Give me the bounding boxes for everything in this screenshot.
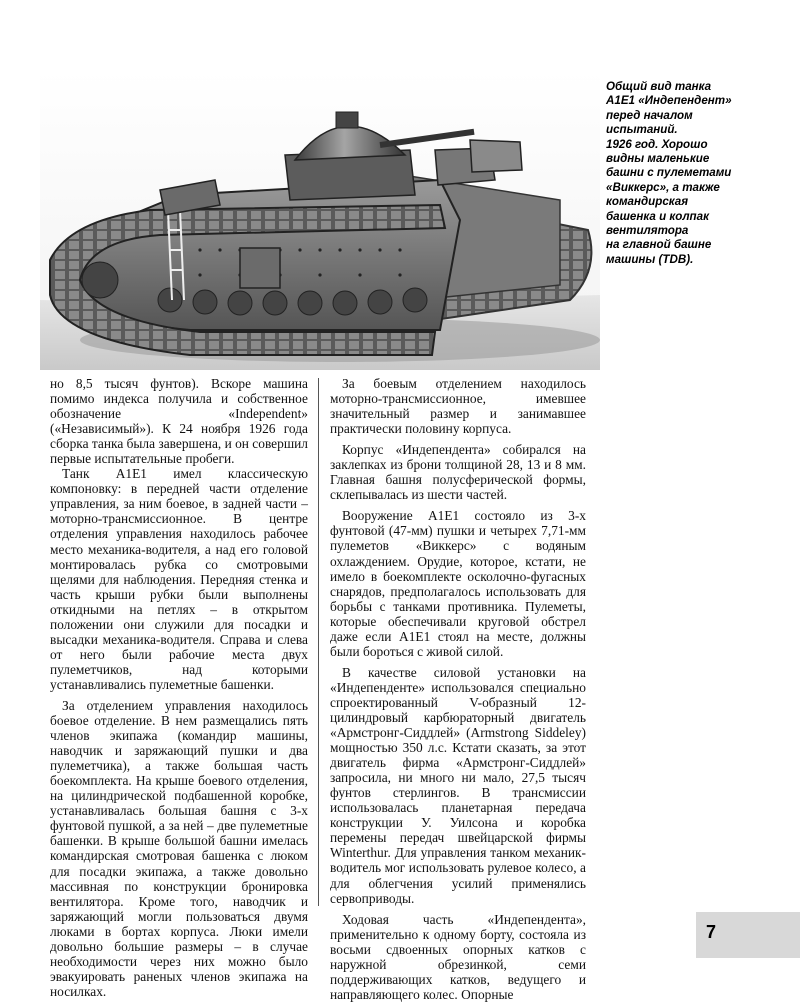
column-divider (318, 378, 319, 906)
caption-line: Общий вид танка (606, 80, 712, 93)
caption-line: машины (TDB). (606, 252, 694, 266)
caption-line: испытаний. (606, 123, 678, 137)
tank-illustration (40, 70, 600, 370)
caption-line: башенка и колпак (606, 209, 709, 223)
caption-line: башни с пулеметами (606, 166, 732, 180)
right-text-column (330, 376, 586, 1002)
paragraph: Танк A1E1 имел классическую компоновку: в передней части отделение управления, за ним боевое, в задней части – моторно-трансмиссионное. В центре отделения управления находилось рабочее место механика-водителя, а над его головой монтировалась рубка со смотровыми щелями для наблюдения. Передняя стенка и часть крыши рубки были выполнены откидными на петлях – в открытом положении они служили для посадки и высадки механика-водителя. Справа и слева от него были рабочие места двух пулеметчиков, над которыми устанавливались пулеметные башенки. (50, 466, 308, 692)
caption-line: A1E1 «Индепендент» (606, 94, 732, 108)
paragraph: Ходовая часть «Индепендента», применительно к одному борту, состояла из восьми сдвоенных опорных катков с наружной обрезинкой, семи поддерживающих катков, ведущего и направляющего колес. Опорные (330, 911, 586, 1002)
page-number: 7 (706, 922, 717, 942)
caption-line: видны маленькие (606, 152, 710, 166)
paragraph: За отделением управления находилось боевое отделение. В нем размещались пять членов экипажа (командир машины, наводчик и заряжающий пушки и два пулеметчика), а также большая часть боекомплекта. На крыше боевого отделения, на цилиндрической подбашенной коробке, устанавливалась большая башня с 3-х фунтовой пушкой, а за ней – две пулеметные башенки. В крыше большой башни имелась командирская смотровая башенка с люком для посадки экипажа, а также довольно массивная по конструкции бронировка вентилятора. Кроме того, наводчик и заряжающий могли пользоваться двумя люками в бортах корпуса. Люки имели довольно большие размеры – в случае необходимости через них можно было эвакуировать раненых членов экипажа на носилках. (50, 697, 308, 999)
paragraph: Корпус «Индепендента» собирался на заклепках из брони толщиной 28, 13 и 8 мм. Главная башня полусферической формы, склепывалась из шести частей. (330, 442, 586, 503)
caption-line: командирская (606, 195, 689, 209)
side-hatch (240, 248, 280, 288)
caption-line: на главной башне (606, 238, 712, 252)
caption-line: «Виккерс», а также (606, 180, 720, 194)
paragraph: Вооружение A1E1 состояло из 3-х фунтовой (47-мм) пушки и четырех 7,71-мм пулеметов «Виккерс» с водяным охлаждением. Орудие, которое, кстати, не имело в боекомплекте осколочно-фугасных снарядов, предполагалось использовать для борьбы с танками противника. Пулеметы, которые обеспечивали круговой обстрел даже если A1E1 стоял на месте, должны были бороться с живой силой. (330, 508, 586, 659)
commander-cupola (336, 112, 358, 128)
caption-line: 1926 год. Хорошо (606, 137, 708, 151)
caption-line: перед началом (606, 108, 693, 122)
tank-photo (40, 70, 600, 370)
left-text-column (50, 376, 308, 999)
paragraph: В качестве силовой установки на «Индепенденте» использовался специально спроектированный V-образный 12-цилиндровый карбюраторный двигатель «Армстронг-Сиддлей» (Armstrong Siddeley) мощностью 350 л.с. Кстати сказать, за этот двигатель фирма «Армстронг-Сиддлей» запросила, ни много ни мало, 27,5 тысяч фунтов стерлингов. В трансмиссии использовалась планетарная передача конструкции У. Уилсона и коробка перемены передач швейцарской фирмы Winterthur. Для управления танком механик-водитель мог использовать рулевое колесо, а для облегчения усилий применялись сервоприводы. (330, 664, 586, 906)
paragraph: но 8,5 тысяч фунтов). Вскоре машина помимо индекса получила и собственное обозначение «Independent» («Независимый»). К 24 ноября 1926 года сборка танка была завершена, и он совершил первые испытательные пробеги. (50, 376, 308, 467)
rear-mg-turret-2 (470, 140, 522, 172)
paragraph: За боевым отделением находилось моторно-трансмиссионное, имевшее значительный размер и занимавшее практически половину корпуса. (330, 376, 586, 437)
photo-caption (606, 80, 796, 267)
caption-line: вентилятора (606, 224, 689, 238)
